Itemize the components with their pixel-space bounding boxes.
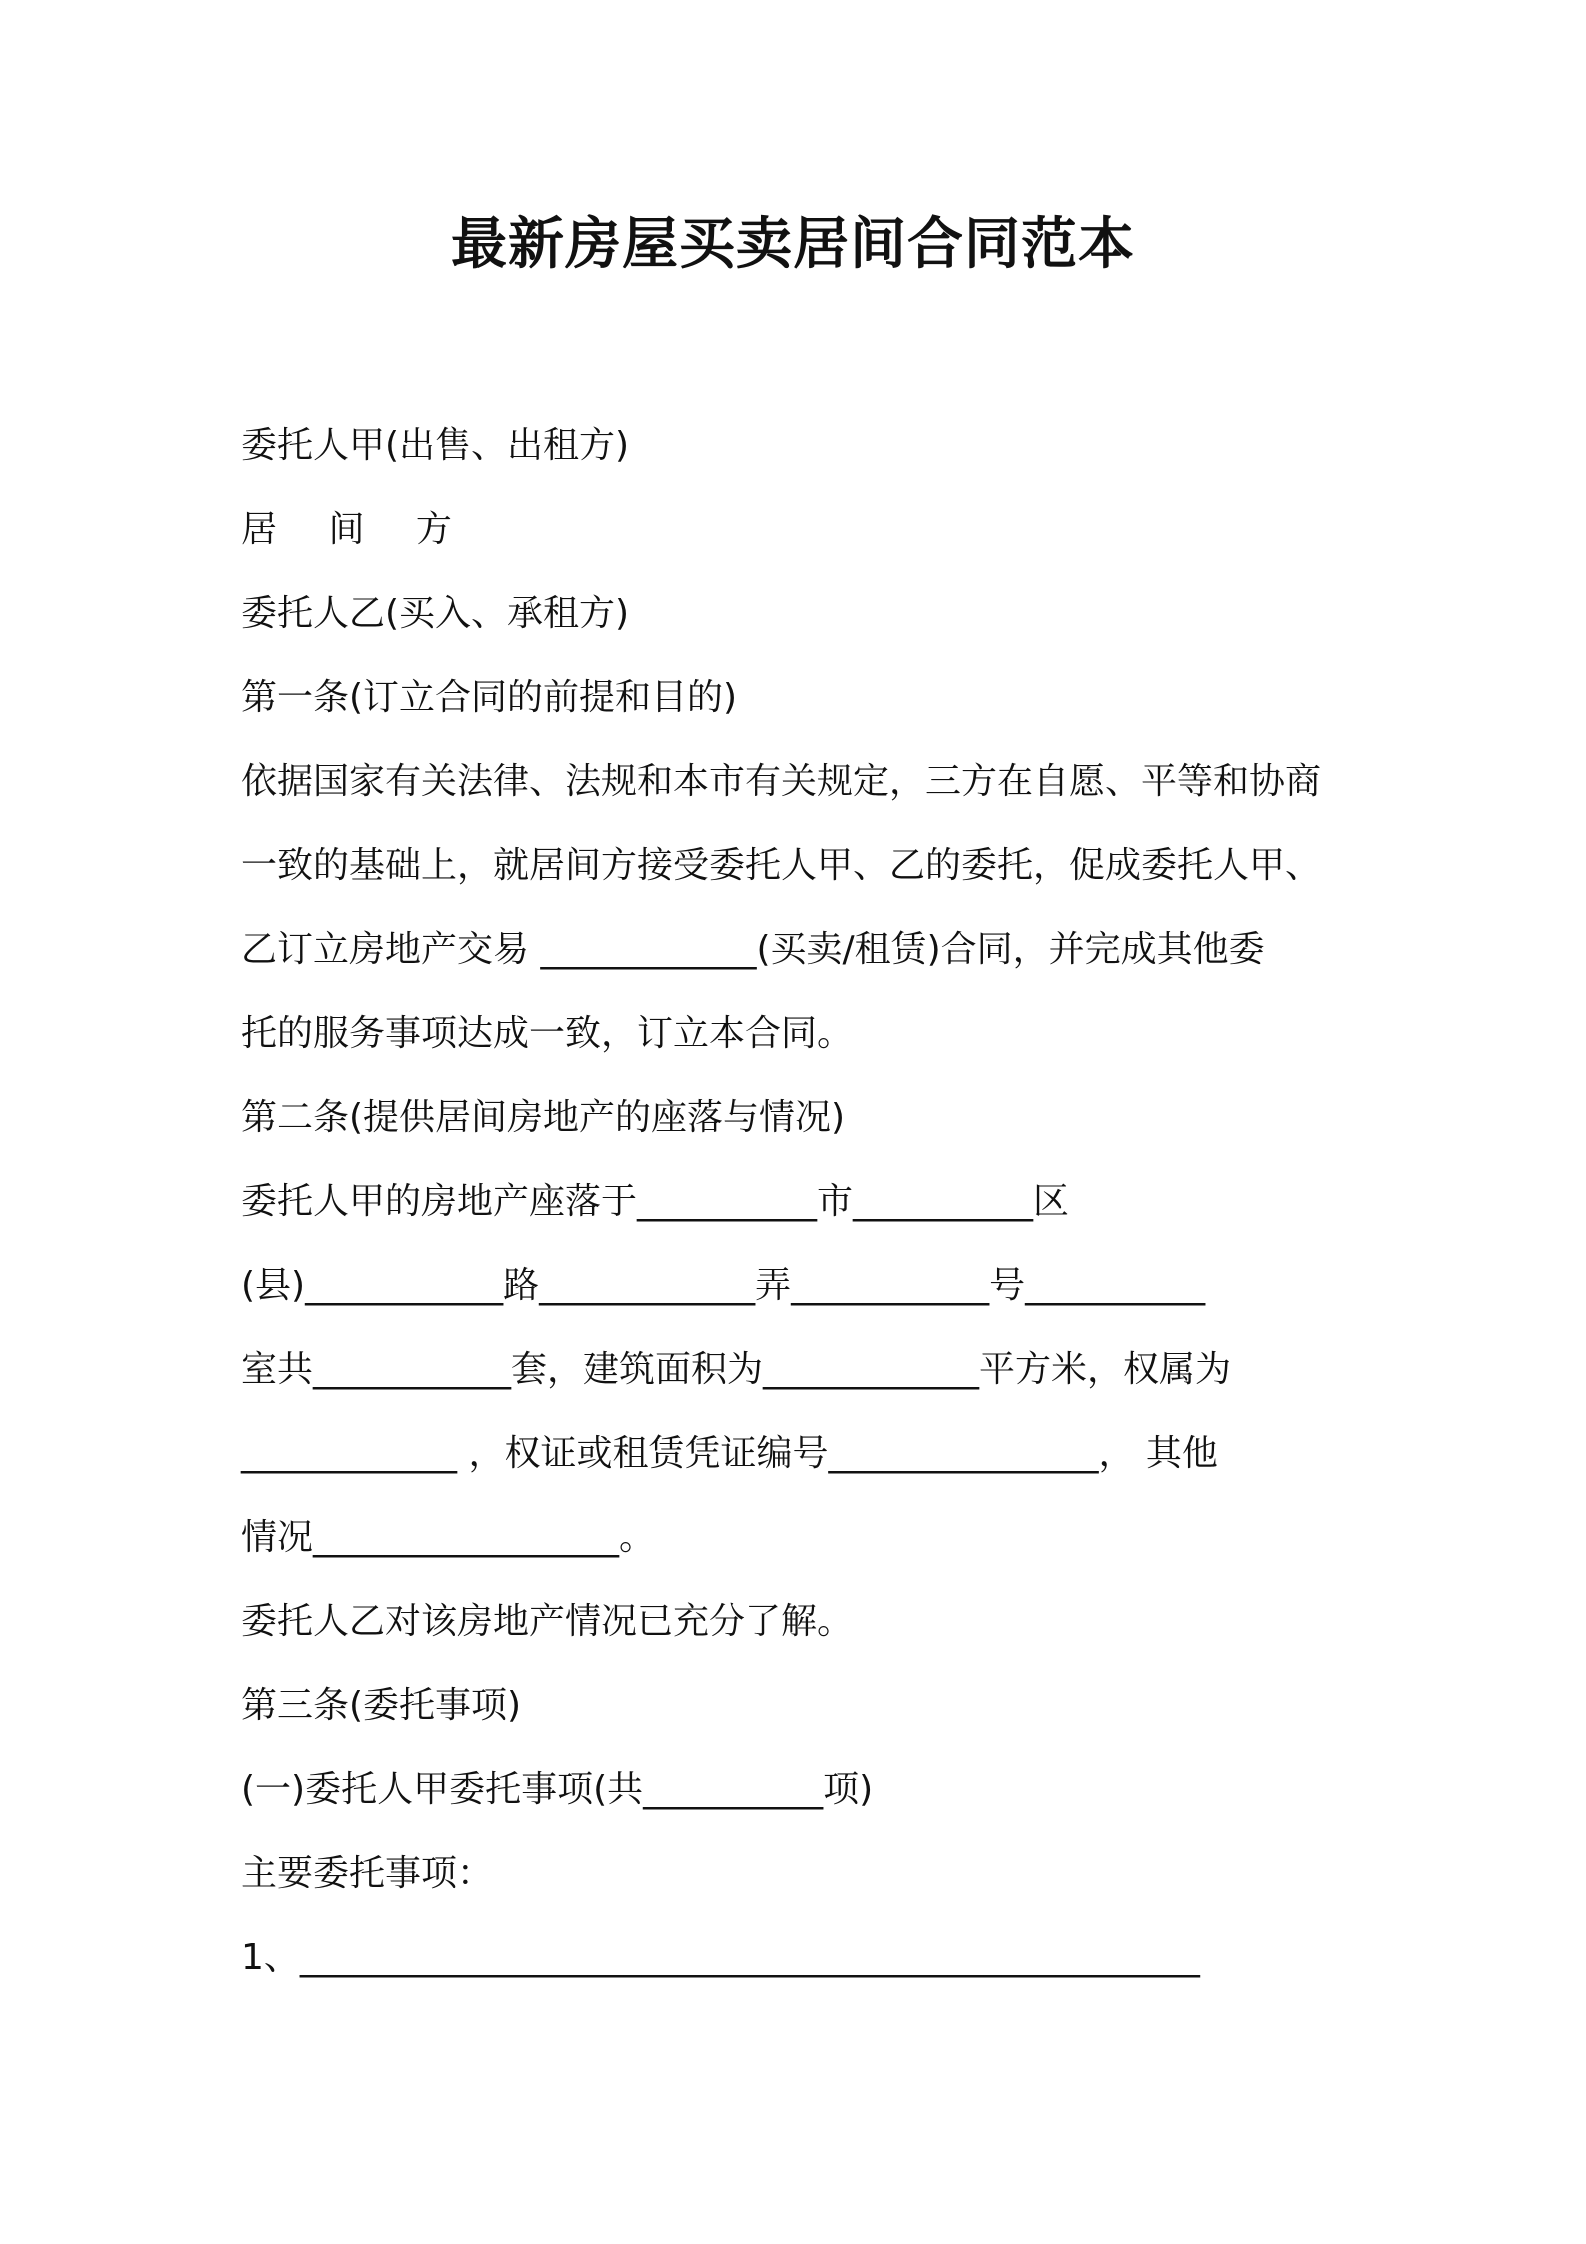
line-party-b: 委托人乙(买入、承租方) [241,593,630,634]
article-2-text-2: (县)___________路____________弄___________号__________ [241,1265,1206,1306]
article-2-text-1: 委托人甲的房地产座落于__________市__________区 [241,1181,1070,1222]
document-body [241,404,1361,2000]
article-2-text-4: ____________ ，权证或租赁凭证编号_______________， 其他 [241,1433,1218,1474]
article-2-text-6: 委托人乙对该房地产情况已充分了解。 [241,1601,854,1642]
article-2-text-5: 情况_________________。 [241,1517,656,1558]
article-2-heading: 第二条(提供居间房地产的座落与情况) [241,1097,846,1138]
article-1-text-3: 乙订立房地产交易 ____________(买卖/租赁)合同，并完成其他委 [241,929,1265,970]
article-1-text-2: 一致的基础上，就居间方接受委托人甲、乙的委托，促成委托人甲、 [241,845,1322,886]
matter-item-1: 1、__________________________________________________ [241,1937,1200,1978]
article-1-text-1: 依据国家有关法律、法规和本市有关规定，三方在自愿、平等和协商 [241,761,1322,802]
line-party-a: 委托人甲(出售、出租方) [241,425,630,466]
article-3-heading: 第三条(委托事项) [241,1685,522,1726]
line-broker: 居 间 方 [241,509,472,550]
article-2-text-3: 室共___________套，建筑面积为____________平方米，权属为 [241,1349,1232,1390]
article-1-text-4: 托的服务事项达成一致，订立本合同。 [241,1013,854,1054]
article-1-heading: 第一条(订立合同的前提和目的) [241,677,738,718]
article-3-subheading: (一)委托人甲委托事项(共__________项) [241,1769,874,1810]
document-title: 最新房屋买卖居间合同范本 [451,212,1135,277]
main-matters-label: 主要委托事项： [241,1853,494,1894]
